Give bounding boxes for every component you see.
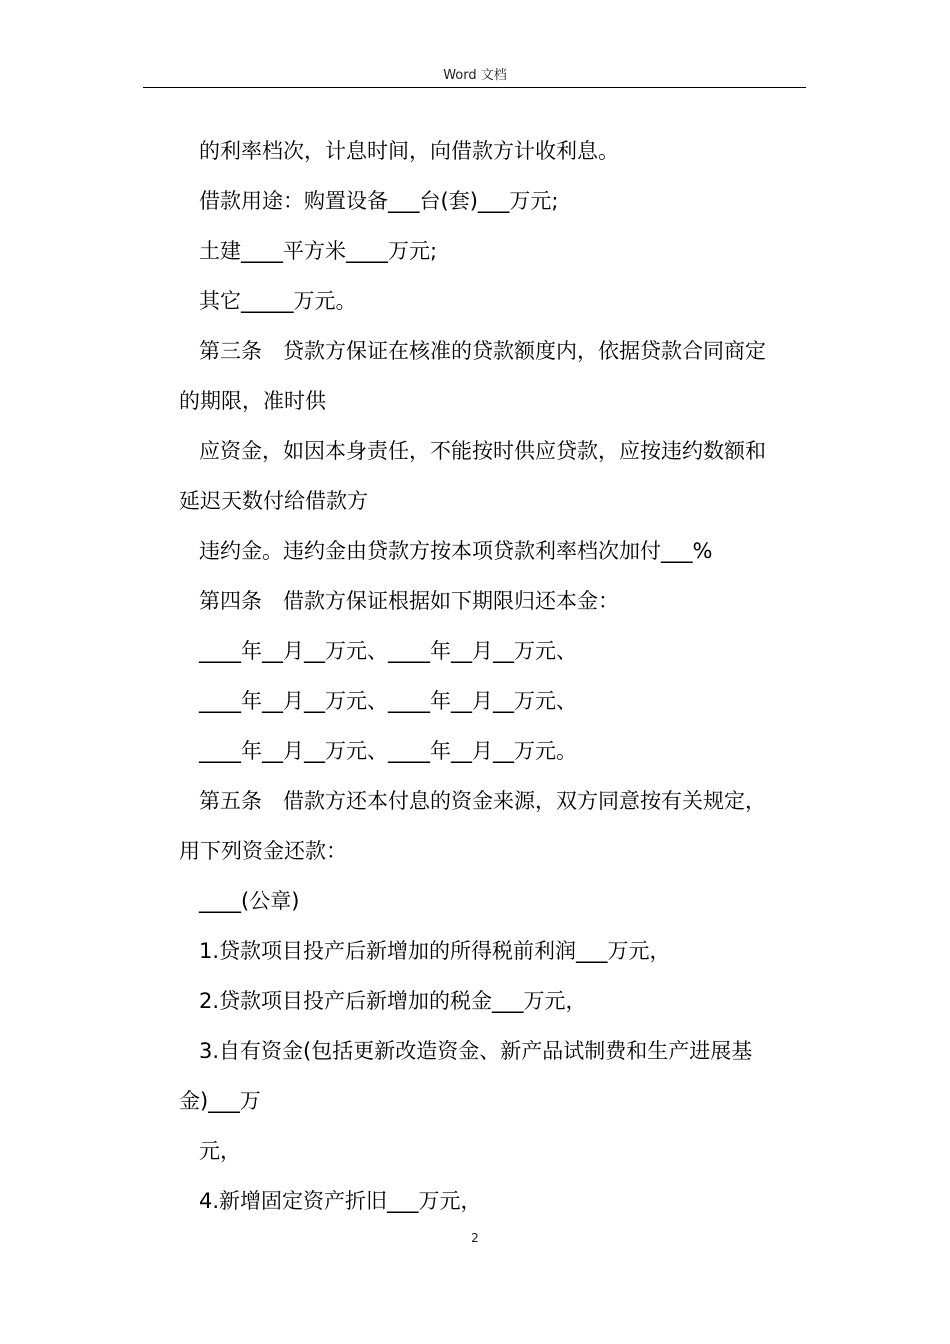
text-line: 延迟天数付给借款方 — [179, 489, 368, 513]
text-line: ____年__月__万元、____年__月__万元、 — [199, 689, 577, 713]
document-body — [179, 126, 809, 1226]
header-divider — [143, 87, 806, 88]
text-line: ____(公章) — [199, 889, 300, 913]
text-line: 应资金，如因本身责任，不能按时供应贷款，应按违约数额和 — [199, 439, 766, 463]
text-line: 3.自有资金(包括更新改造资金、新产品试制费和生产进展基 — [199, 1039, 753, 1063]
text-line: 第四条 借款方保证根据如下期限归还本金： — [199, 589, 619, 613]
text-line: 元， — [199, 1139, 241, 1163]
text-line: ____年__月__万元、____年__月__万元、 — [199, 639, 577, 663]
text-line: 其它_____万元。 — [199, 289, 357, 313]
text-line: 第五条 借款方还本付息的资金来源，双方同意按有关规定， — [199, 789, 766, 813]
text-line: 借款用途：购置设备___台(套)___万元; — [199, 189, 559, 213]
text-line: ____年__月__万元、____年__月__万元。 — [199, 739, 577, 763]
page-number: 2 — [471, 1231, 479, 1245]
text-line: 的利率档次，计息时间，向借款方计收利息。 — [199, 139, 619, 163]
text-line: 土建____平方米____万元; — [199, 239, 438, 263]
text-line: 金)___万 — [179, 1089, 261, 1113]
text-line: 4.新增固定资产折旧___万元， — [199, 1189, 482, 1213]
page-header-title: Word 文档 — [443, 68, 507, 83]
text-line: 用下列资金还款： — [179, 839, 347, 863]
text-line: 的期限，准时供 — [179, 389, 326, 413]
text-line: 1.贷款项目投产后新增加的所得税前利润___万元， — [199, 939, 671, 963]
text-line: 2.贷款项目投产后新增加的税金___万元， — [199, 989, 587, 1013]
text-line: 违约金。违约金由贷款方按本项贷款利率档次加付___% — [199, 539, 713, 563]
text-line: 第三条 贷款方保证在核准的贷款额度内，依据贷款合同商定 — [199, 339, 766, 363]
